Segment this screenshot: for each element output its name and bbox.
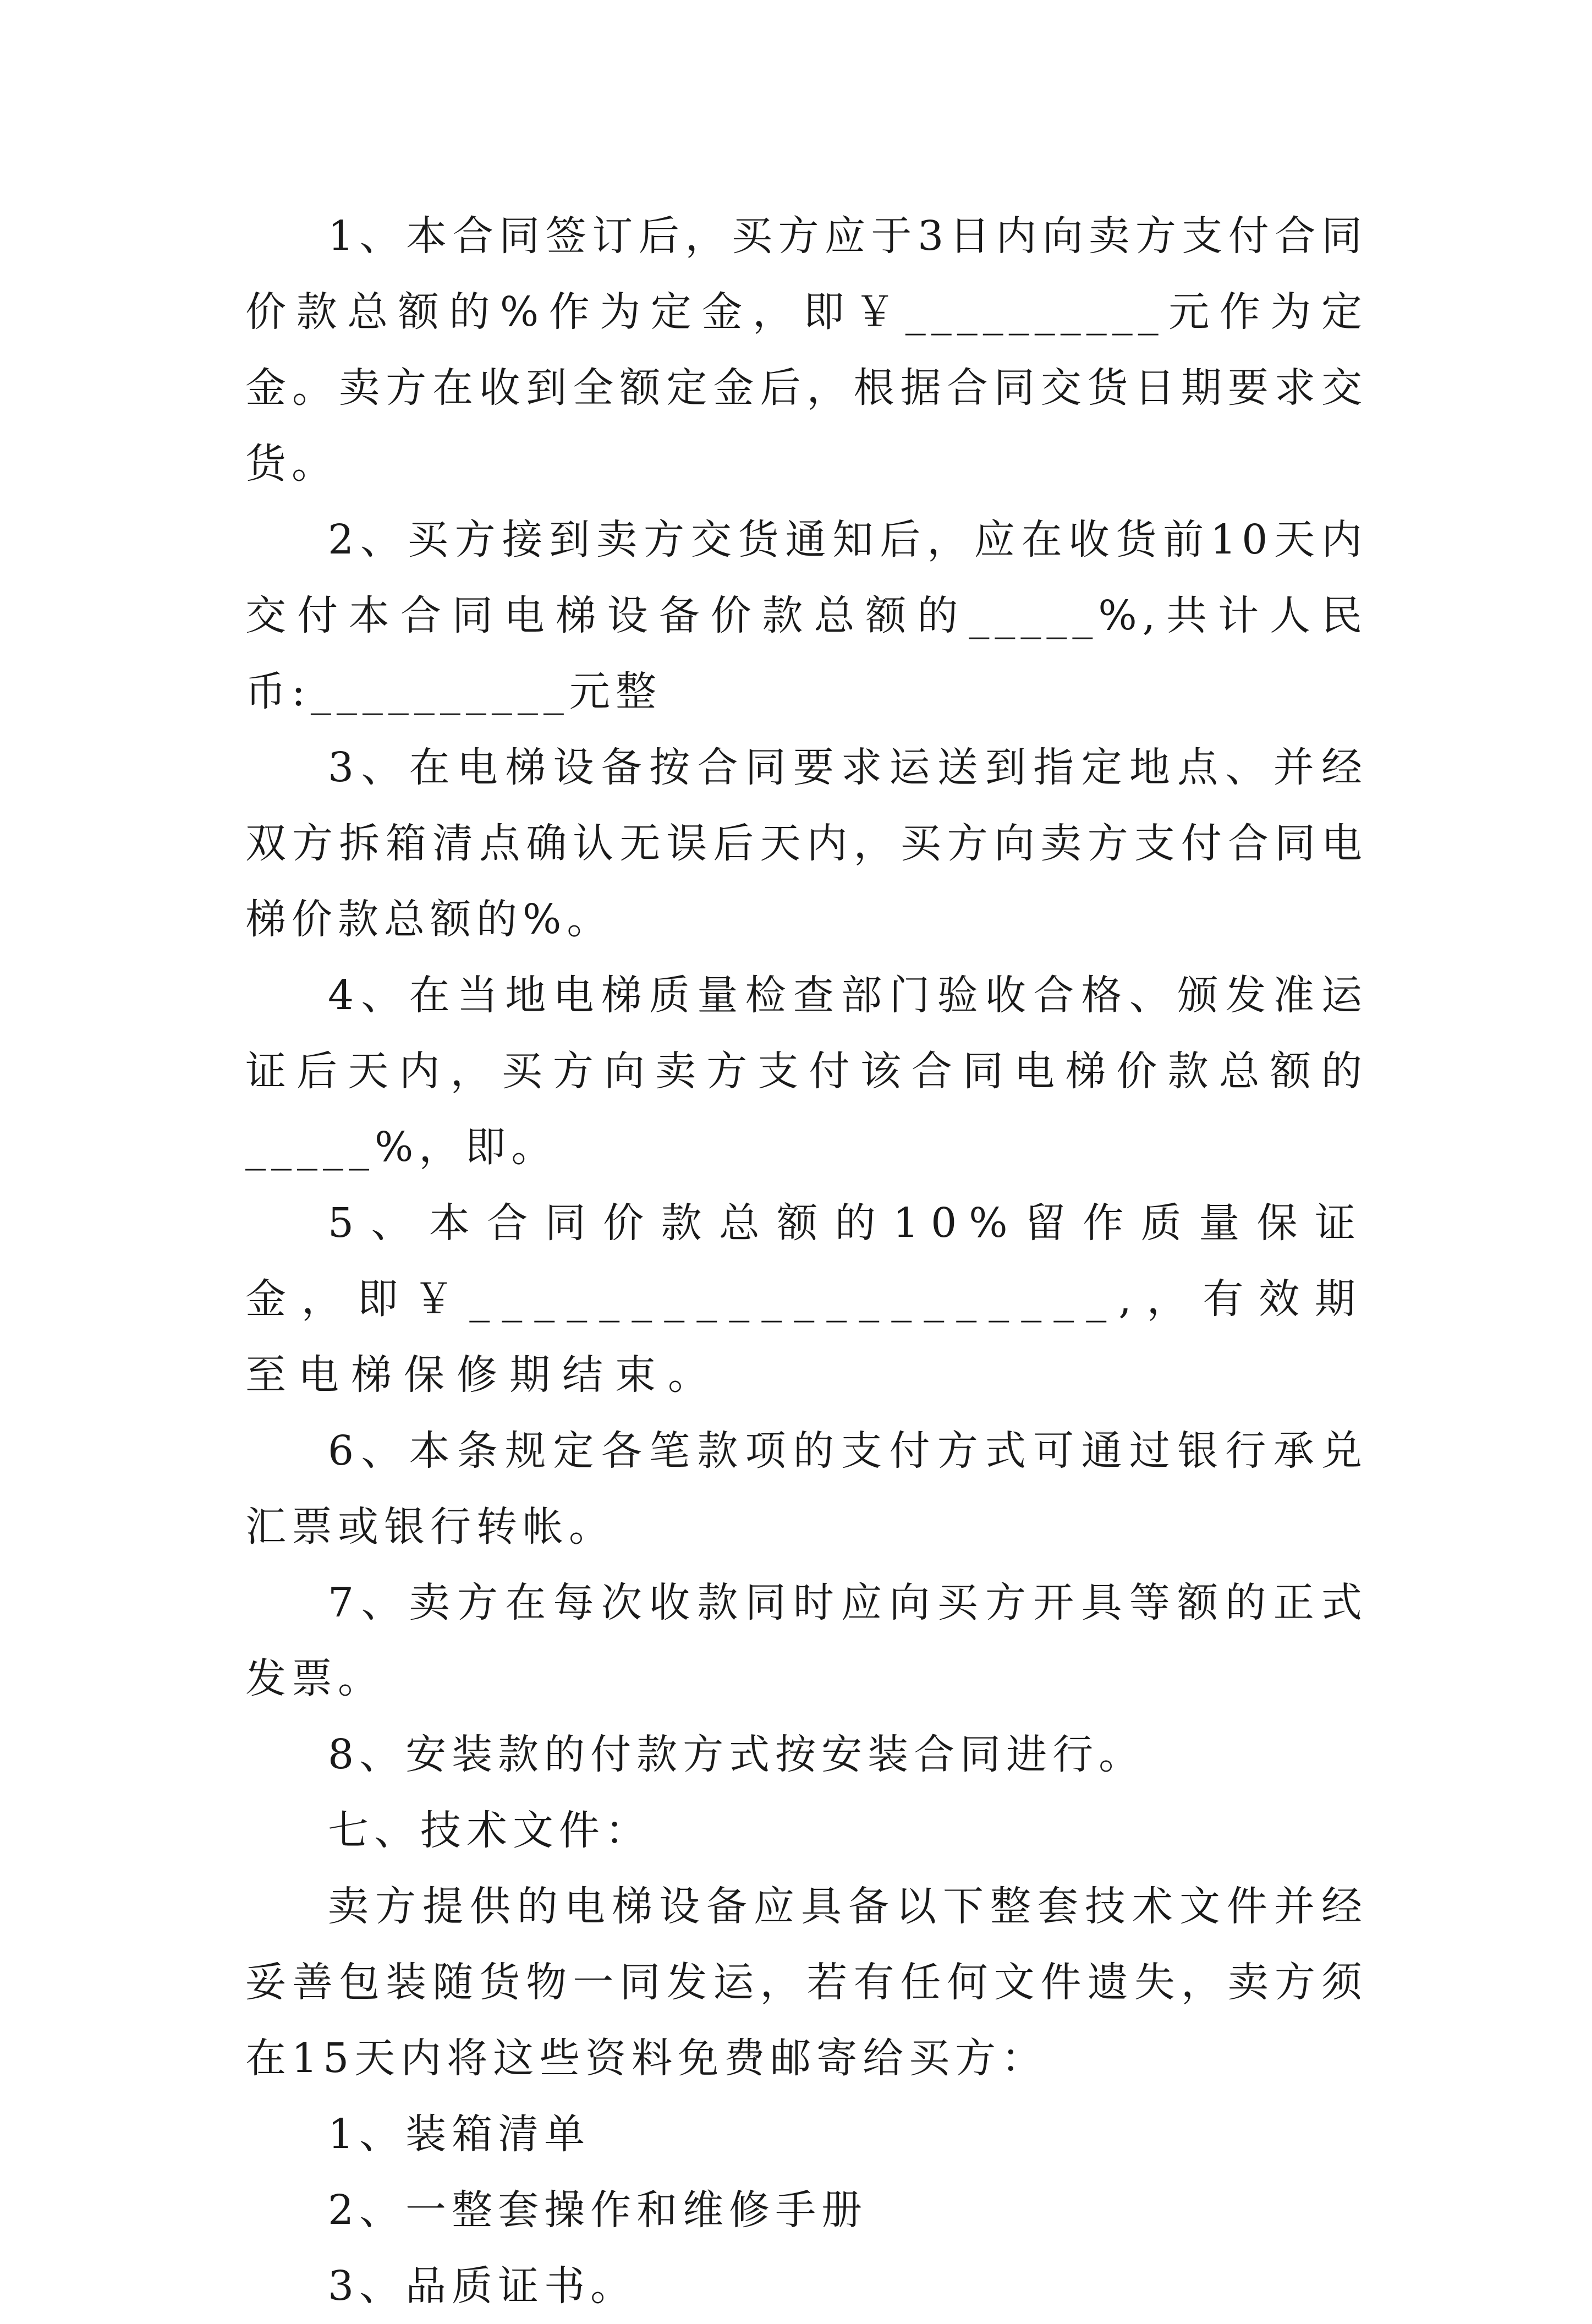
section-heading-technical-documents: 七、技术文件： [328, 1807, 651, 1854]
technical-document-item-3: 3、品质证书。 [328, 2262, 637, 2310]
payment-clause-1: 1、本合同签订后，买方应于3日内向卖方支付合同价款总额的%作为定金，即￥__________元作为定金。卖方在收到全额定金后，根据合同交货日期要求交货。 [245, 212, 1368, 487]
technical-document-item-2: 2、一整套操作和维修手册 [328, 2186, 868, 2234]
technical-documents-intro: 卖方提供的电梯设备应具备以下整套技术文件并经妥善包装随货物一同发运，若有任何文件遗失，卖方须在15天内将这些资料免费邮寄给买方： [245, 1883, 1368, 2082]
document-body [245, 198, 1368, 2324]
payment-clause-8: 8、安装款的付款方式按安装合同进行。 [328, 1731, 1145, 1778]
payment-clause-5: 5、本合同价款总额的10%留作质量保证金，即￥____________________,，有效期至电梯保修期结束。 [245, 1199, 1368, 1399]
payment-clause-4: 4、在当地电梯质量检查部门验收合格、颁发准运证后天内，买方向卖方支付该合同电梯价款总额的_____%，即。 [245, 972, 1368, 1171]
payment-clause-6: 6、本条规定各笔款项的支付方式可通过银行承兑汇票或银行转帐。 [245, 1427, 1368, 1550]
technical-document-item-1: 1、装箱清单 [328, 2111, 591, 2158]
payment-clause-3: 3、在电梯设备按合同要求运送到指定地点、并经双方拆箱清点确认无误后天内，买方向卖方支付合同电梯价款总额的%。 [245, 744, 1368, 943]
payment-clause-2: 2、买方接到卖方交货通知后，应在收货前10天内交付本合同电梯设备价款总额的_____%,共计人民币:__________元整 [245, 516, 1368, 715]
payment-clause-7: 7、卖方在每次收款同时应向买方开具等额的正式发票。 [245, 1579, 1368, 1702]
